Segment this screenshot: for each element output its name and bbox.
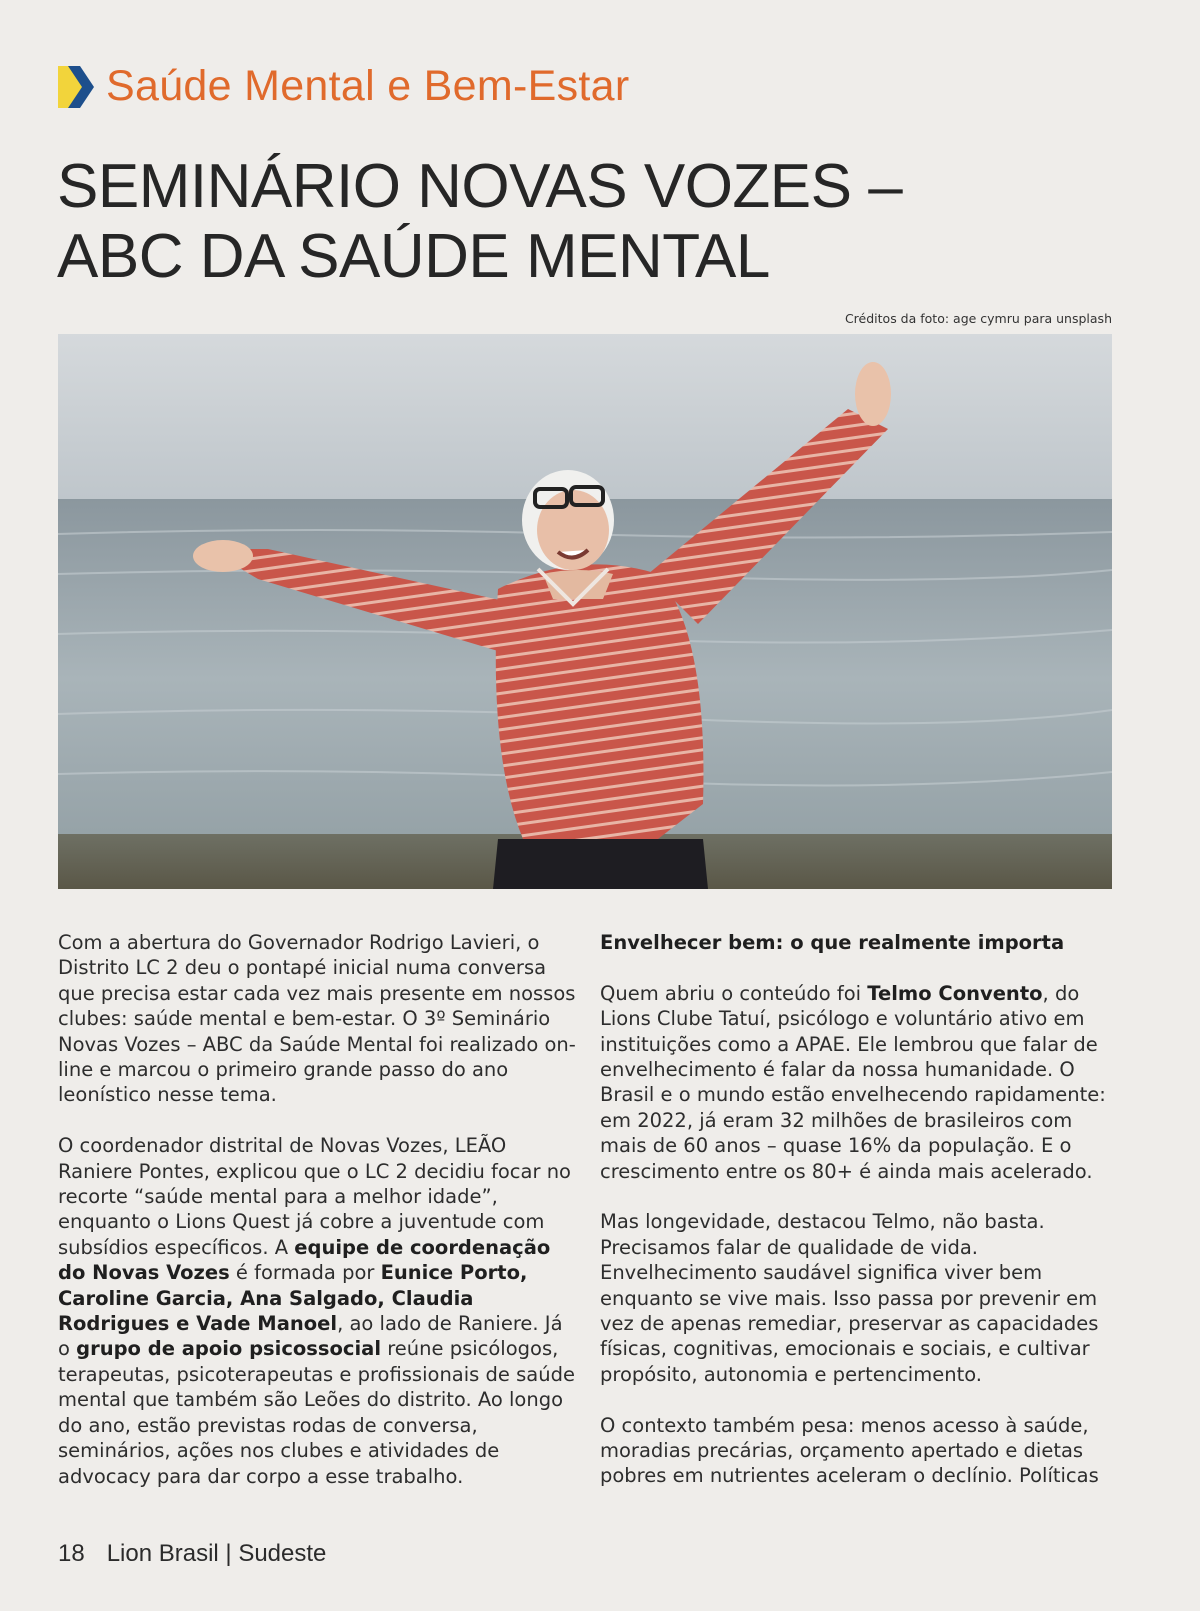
section-header: [58, 62, 629, 111]
text-run: O coordenador distrital de Novas Vozes, LEÃO Raniere Pontes, explicou que o LC 2 decidiu focar no recorte “saúde mental para a melhor idade”, enquanto o Lions Quest já cobre a juventude com subsídios específicos. A: [58, 1134, 571, 1259]
paragraph: Com a abertura do Governador Rodrigo Lavieri, o Distrito LC 2 deu o pontapé inicial numa conversa que precisa estar cada vez mais presente em nossos clubes: saúde mental e bem-estar. O 3º Seminário Novas Vozes – ABC da Saúde Mental foi realizado on-line e marcou o primeiro grande passo do ano leonístico nesse tema.: [58, 931, 576, 1107]
text-run: , do Lions Clube Tatuí, psicólogo e voluntário ativo em instituições como a APAE. Ele lembrou que falar de envelhecimento é falar da nossa humanidade. O Brasil e o mundo estão envelhecendo rapidamente: em 2022, já eram 32 milhões de brasileiros com mais de 60 anos – quase 16% da população. E o crescimento entre os 80+ é ainda mais acelerado.: [600, 981, 1106, 1183]
paragraph: O contexto também pesa: menos acesso à saúde, moradias precárias, orçamento apertado e dietas pobres em nutrientes aceleram o declínio. Políticas: [600, 1413, 1099, 1488]
text-run: reúne psicólogos, terapeutas, psicoterapeutas e profissionais de saúde mental que também são Leões do distrito. Ao longo do ano, estão previstas rodas de conversa, seminários, ações nos clubes e atividades de advocacy para dar corpo a esse trabalho.: [58, 1337, 575, 1488]
article-subheading: Envelhecer bem: o que realmente importa: [600, 931, 1065, 954]
publication-name: Lion Brasil | Sudeste: [106, 1540, 327, 1567]
chevron-arrow-icon: [58, 64, 98, 110]
bold-text: grupo de apoio psicossocial: [76, 1337, 381, 1361]
text-run: é formada por: [229, 1261, 381, 1285]
headline-line-2: ABC DA SAÚDE MENTAL: [57, 222, 770, 291]
headline-line-1: SEMINÁRIO NOVAS VOZES –: [57, 152, 903, 221]
paragraph: Mas longevidade, destacou Telmo, não basta. Precisamos falar de qualidade de vida. Envelhecimento saudável significa viver bem enquanto se vive mais. Isso passa por prevenir em vez de apenas remediar, preservar as capacidades físicas, cognitivas, emocionais e sociais, e cultivar propósito, autonomia e pertencimento.: [600, 1210, 1099, 1386]
bold-text: equipe de coordenação do Novas Vozes: [58, 1235, 551, 1285]
article-headline: [57, 152, 1057, 292]
section-title: Saúde Mental e Bem-Estar: [106, 62, 630, 110]
article-photo: [58, 334, 1112, 889]
page-number: 18: [58, 1540, 85, 1567]
page-footer: [58, 1540, 326, 1568]
paragraph: [58, 1133, 578, 1489]
woman-on-beach-illustration: [58, 334, 1112, 889]
paragraph: [600, 981, 1120, 1184]
article-column-left: [58, 930, 578, 1514]
bold-text: Telmo Convento: [867, 981, 1043, 1005]
bold-text: Eunice Porto, Caroline Garcia, Ana Salgado, Claudia Rodrigues e Vade Manoel: [58, 1261, 528, 1336]
text-run: , ao lado de Raniere. Já o: [58, 1312, 563, 1361]
photo-credit: Créditos da foto: age cymru para unsplash: [844, 311, 1112, 326]
text-run: Quem abriu o conteúdo foi: [600, 981, 868, 1005]
article-column-right: [600, 930, 1120, 1514]
